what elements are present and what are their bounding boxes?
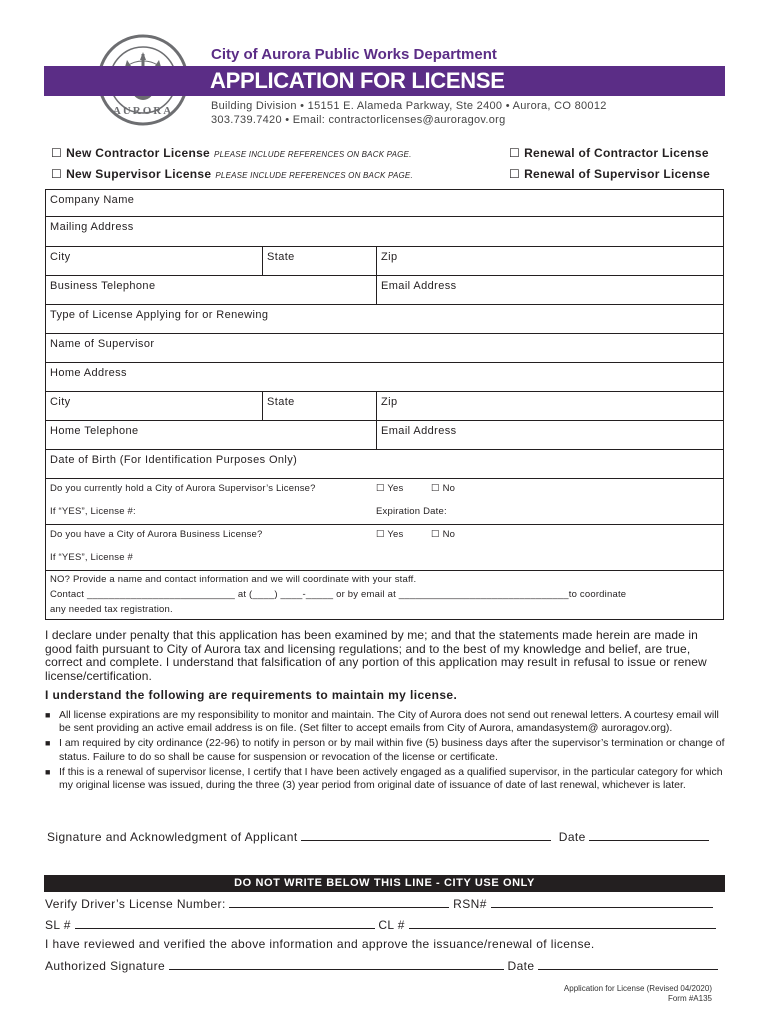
company-name-label: Company Name xyxy=(50,194,135,206)
no-label: No xyxy=(442,529,456,540)
page-title: APPLICATION FOR LICENSE xyxy=(210,68,505,93)
checkbox-icon[interactable]: ☐ xyxy=(51,146,63,160)
business-telephone-label: Business Telephone xyxy=(50,280,156,292)
renewal-contractor-checkbox[interactable] xyxy=(509,146,709,160)
list-item: ■ I am required by city ordinance (22-96) to notify in person or by mail within five (5) business days after the supervisor’s termination or change of status. Failure to do so shall be cause for suspension or revocation of the license or certificate. xyxy=(45,737,727,763)
renewal-supervisor-checkbox[interactable] xyxy=(509,167,710,181)
license-type-field[interactable] xyxy=(45,305,724,334)
footer-revision: Application for License (Revised 04/2020) xyxy=(563,984,712,993)
supervisor-license-question-label: Do you currently hold a City of Aurora Supervisor’s License? xyxy=(50,483,316,494)
contact-info-box xyxy=(45,571,724,620)
city-use-banner: DO NOT WRITE BELOW THIS LINE - CITY USE ONLY xyxy=(44,875,725,892)
checkbox-icon[interactable]: ☐ xyxy=(51,167,63,181)
license-type-label: Type of License Applying for or Renewing xyxy=(50,309,269,321)
authorized-signature-label: Authorized Signature xyxy=(45,959,166,973)
new-supervisor-checkbox[interactable] xyxy=(51,167,413,181)
signature-date-label: Date xyxy=(558,830,586,844)
checkbox-icon[interactable]: ☐ xyxy=(509,146,521,160)
date-of-birth-label: Date of Birth (For Identification Purposes Only) xyxy=(50,454,298,466)
new-supervisor-note: PLEASE INCLUDE REFERENCES ON BACK PAGE. xyxy=(215,171,413,180)
mailing-address-field[interactable] xyxy=(45,217,724,247)
new-supervisor-label: New Supervisor License xyxy=(66,167,212,181)
requirements-heading: I understand the following are requirements to maintain my license. xyxy=(45,688,458,702)
business-no-option[interactable]: ☐ No xyxy=(431,529,456,540)
logo-text: AURORA xyxy=(112,105,174,117)
sl-cl-line xyxy=(45,917,716,932)
footer-form-number: Form #A135 xyxy=(667,994,712,1003)
supervisor-license-number-row xyxy=(45,502,724,525)
form-footer xyxy=(564,984,712,1004)
list-item: ■ All license expirations are my responsibility to monitor and maintain. The City of Aurora does not send out renewal letters. A courtesy email will be sent providing an active email address is on file. (Set filter to accept emails from City of Aurora, amandasystem@ auroragov.org). xyxy=(45,709,727,735)
home-address-label: Home Address xyxy=(50,367,127,379)
business-yes-option[interactable]: ☐ Yes xyxy=(376,529,404,540)
new-contractor-checkbox[interactable] xyxy=(51,146,412,160)
reviewed-statement: I have reviewed and verified the above information and approve the issuance/renewal of license. xyxy=(45,937,595,951)
home-state-label: State xyxy=(267,396,295,408)
business-license-question-label: Do you have a City of Aurora Business License? xyxy=(50,529,263,540)
application-form xyxy=(45,189,724,620)
home-email-label: Email Address xyxy=(381,425,457,437)
home-phone-email-row xyxy=(45,421,724,450)
home-city-label: City xyxy=(50,396,71,408)
home-city-state-zip-row xyxy=(45,392,724,421)
business-phone-email-row xyxy=(45,276,724,305)
renewal-supervisor-label: Renewal of Supervisor License xyxy=(524,167,711,181)
business-license-number-row xyxy=(45,548,724,571)
city-state-zip-row xyxy=(45,247,724,276)
requirements-list xyxy=(45,709,727,794)
address-line-1: Building Division • 15151 E. Alameda Parkway, Ste 2400 • Aurora, CO 80012 xyxy=(211,100,607,112)
supervisor-name-field[interactable] xyxy=(45,334,724,363)
cl-label: CL # xyxy=(378,918,405,932)
home-zip-label: Zip xyxy=(381,396,398,408)
renewal-contractor-label: Renewal of Contractor License xyxy=(524,146,709,160)
supervisor-license-number-label: If “YES”, License #: xyxy=(50,506,136,517)
new-contractor-note: PLEASE INCLUDE REFERENCES ON BACK PAGE. xyxy=(214,150,412,159)
list-item: ■ If this is a renewal of supervisor license, I certify that I have been actively engaged as a qualified supervisor, in the particular category for which my original license was issued, during the three (3) year period from original date of issuance of date of last renewal, whichever is later. xyxy=(45,766,727,792)
supervisor-yes-option[interactable]: ☐ Yes xyxy=(376,483,404,494)
business-email-label: Email Address xyxy=(381,280,457,292)
yes-label: Yes xyxy=(387,483,404,494)
zip-label: Zip xyxy=(381,251,398,263)
applicant-signature-line[interactable] xyxy=(47,829,709,844)
supervisor-license-question xyxy=(45,479,724,502)
authorized-signature-line xyxy=(45,958,718,973)
department-name: City of Aurora Public Works Department xyxy=(211,46,497,63)
declaration-text: I declare under penalty that this application has been examined by me; and that the statements made herein are made in good faith pursuant to City of Aurora tax and licensing regulations; and to the best of my knowledge and belief, are true, correct and complete. I understand that falsification of any portion of this application may result in refusal to issue or renew license/certification. xyxy=(45,628,707,683)
department-address xyxy=(211,99,607,127)
state-label: State xyxy=(267,251,295,263)
supervisor-name-label: Name of Supervisor xyxy=(50,338,155,350)
address-line-2: 303.739.7420 • Email: contractorlicenses@auroragov.org xyxy=(211,114,506,126)
no-label: No xyxy=(442,483,456,494)
business-license-number-label: If “YES”, License # xyxy=(50,552,134,563)
checkbox-icon[interactable]: ☐ xyxy=(509,167,521,181)
sl-label: SL # xyxy=(45,918,71,932)
home-telephone-label: Home Telephone xyxy=(50,425,139,437)
signature-label: Signature and Acknowledgment of Applicant xyxy=(47,830,298,844)
city-label: City xyxy=(50,251,71,263)
expiration-date-label: Expiration Date: xyxy=(376,506,447,517)
supervisor-no-option[interactable]: ☐ No xyxy=(431,483,456,494)
business-license-question xyxy=(45,525,724,548)
verify-dl-label: Verify Driver’s License Number: xyxy=(45,897,226,911)
new-contractor-label: New Contractor License xyxy=(66,146,211,160)
company-name-field[interactable] xyxy=(45,189,724,217)
rsn-label: RSN# xyxy=(453,897,487,911)
contact-line: Contact ___________________________ at (____) ____-_____ or by email at _______________________________to coordinate xyxy=(50,589,627,600)
yes-label: Yes xyxy=(387,529,404,540)
contact-line-2: any needed tax registration. xyxy=(50,604,173,615)
date-of-birth-field[interactable] xyxy=(45,450,724,479)
verify-dl-line xyxy=(45,896,713,911)
mailing-address-label: Mailing Address xyxy=(50,221,134,233)
no-provide-text: NO? Provide a name and contact information and we will coordinate with your staff. xyxy=(50,574,417,585)
authorized-date-label: Date xyxy=(507,959,535,973)
home-address-field[interactable] xyxy=(45,363,724,392)
